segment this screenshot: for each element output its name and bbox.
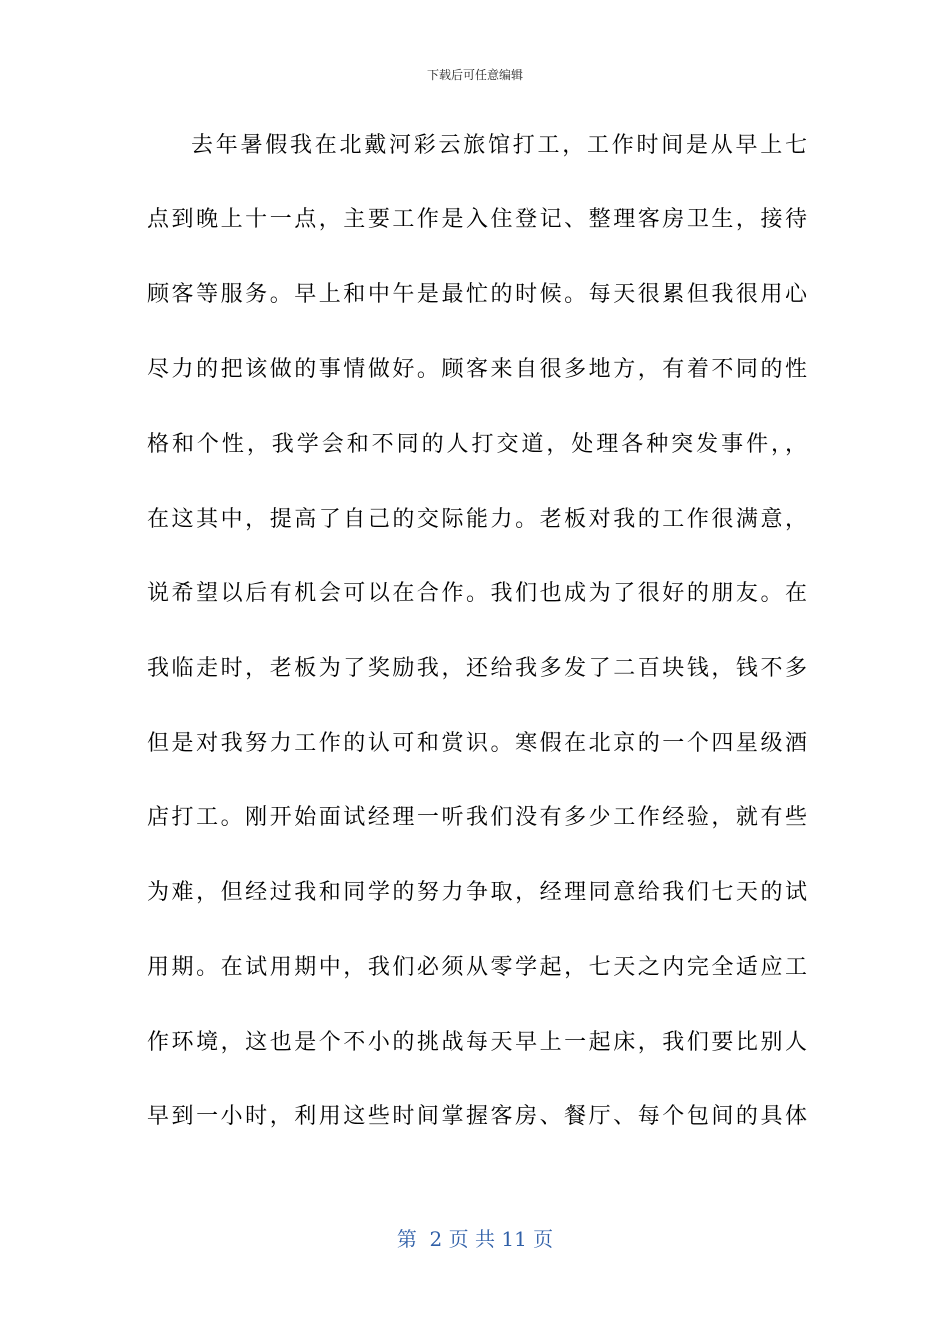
text-line: 去年暑假我在北戴河彩云旅馆打工，工作时间是从早上七 (191, 133, 807, 158)
text-line: 格和个性，我学会和不同的人打交道，处理各种突发事件，， (147, 432, 807, 457)
text-line: 顾客等服务。早上和中午是最忙的时候。每天很累但我很用心 (147, 282, 807, 307)
text-line: 用期。在试用期中，我们必须从零学起，七天之内完全适应工 (147, 955, 807, 980)
text-line: 店打工。刚开始面试经理一听我们没有多少工作经验，就有些 (147, 805, 807, 830)
text-line: 为难，但经过我和同学的努力争取，经理同意给我们七天的试 (147, 880, 807, 905)
text-line: 作环境，这也是个不小的挑战每天早上一起床，我们要比别人 (147, 1030, 807, 1055)
text-line: 在这其中，提高了自己的交际能力。老板对我的工作很满意， (147, 507, 807, 532)
page-header: 下载后可任意编辑 (426, 68, 523, 82)
text-line: 但是对我努力工作的认可和赏识。寒假在北京的一个四星级酒 (147, 731, 807, 756)
text-line: 尽力的把该做的事情做好。顾客来自很多地方，有着不同的性 (147, 357, 807, 382)
text-line: 早到一小时，利用这些时间掌握客房、餐厅、每个包间的具体 (147, 1104, 807, 1129)
text-line: 点到晚上十一点，主要工作是入住登记、整理客房卫生，接待 (147, 207, 807, 232)
text-line: 我临走时，老板为了奖励我，还给我多发了二百块钱，钱不多 (147, 656, 807, 681)
text-line: 说希望以后有机会可以在合作。我们也成为了很好的朋友。在 (147, 581, 807, 606)
page-number-footer: 第 2 页 共 11 页 (396, 1227, 554, 1251)
